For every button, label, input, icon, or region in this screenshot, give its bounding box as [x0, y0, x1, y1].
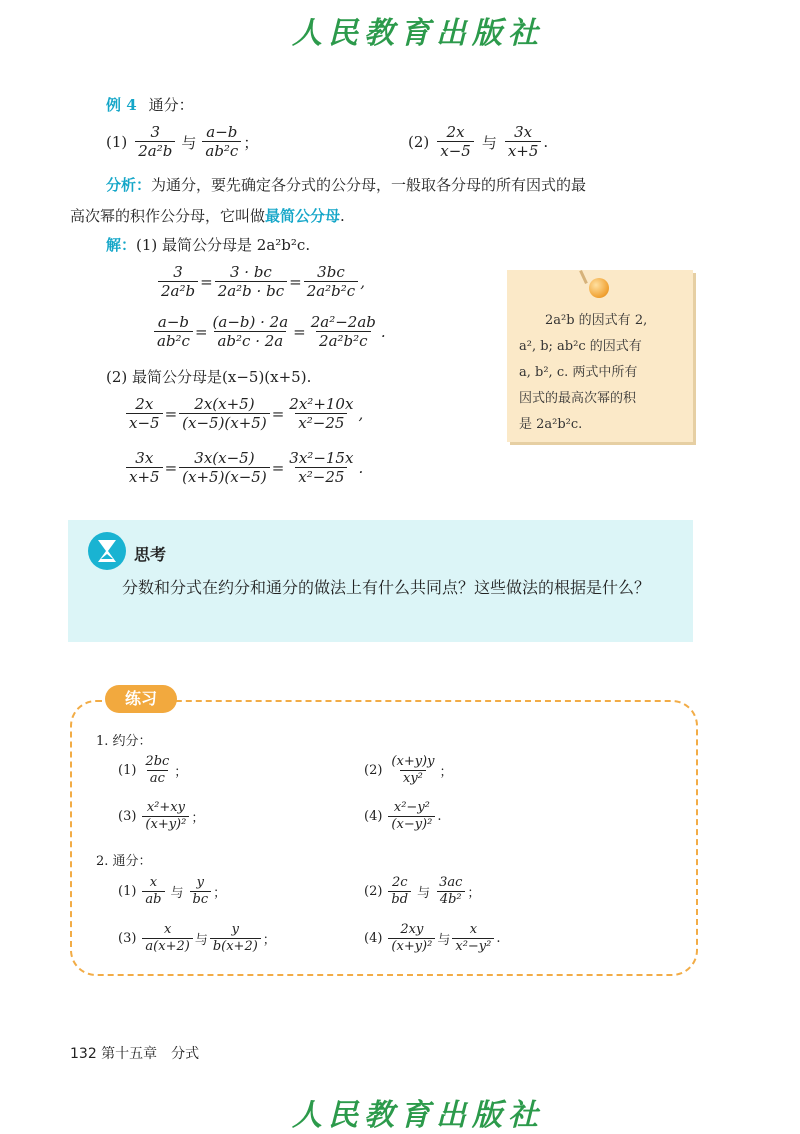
- punct: .: [496, 931, 501, 947]
- note-line: a², b; ab²c 的因式有: [519, 339, 642, 354]
- equation-3: [124, 396, 363, 432]
- punct: ,: [358, 405, 364, 424]
- fraction: $\frac{\text{x²+xy}}{\text{(x+y)²}}$: [142, 801, 189, 833]
- note-text: [519, 308, 683, 438]
- punct: .: [358, 459, 364, 478]
- analysis-text: 高次幂的积作公分母，它叫做: [70, 207, 266, 225]
- note-line: 因式的最高次幂的积: [519, 391, 637, 406]
- equation-1: [156, 264, 365, 300]
- analysis-line-2: [70, 205, 345, 226]
- exercise-q2: 2. 通分：: [96, 854, 152, 869]
- with-word: 与: [194, 933, 208, 949]
- equals: =: [271, 459, 285, 478]
- key-term: 最简公分母: [265, 207, 341, 225]
- fraction: $\frac{3x}{x+5}$: [505, 124, 542, 160]
- fraction: $\frac{\text{x²−y²}}{\text{(x−y)²}}$: [388, 801, 435, 833]
- fraction: $\frac{2bc}{ac}$: [145, 754, 170, 786]
- fraction: $\frac{3x}{x+5}$: [126, 450, 163, 486]
- note-line: 是 2a²b²c.: [519, 417, 583, 432]
- fraction: $\frac{2x(x+5)}{(x-5)(x+5)}$: [179, 396, 270, 432]
- exercise-item: [364, 876, 480, 908]
- fraction: $\frac{a-b}{\text{ab²c}}$: [202, 124, 241, 160]
- fraction: $\frac{(x+y)y}{\text{xy²}}$: [391, 754, 435, 786]
- solution-label: 解：: [106, 236, 137, 254]
- equals: =: [164, 405, 178, 424]
- fraction: $\frac{y}{b(x+2)}$: [210, 923, 261, 955]
- page-footer: 132 第十五章 分式: [70, 1046, 200, 1062]
- note-line: a, b², c. 两式中所有: [519, 365, 638, 380]
- with-word: 与: [170, 886, 184, 902]
- exercise-item: [118, 923, 276, 955]
- fraction: $\frac{\text{3x²−15x}}{\text{x²−25}}$: [289, 449, 354, 487]
- fraction: $\frac{2xy}{\text{(x+y)²}}$: [388, 923, 435, 955]
- pushpin-icon: [589, 278, 609, 298]
- equals: =: [164, 459, 178, 478]
- punct: ；: [262, 933, 276, 949]
- punct: ；: [439, 765, 453, 781]
- think-title: 思考: [134, 545, 167, 564]
- fraction: $\frac{y}{bc}$: [190, 876, 212, 908]
- equation-2: [152, 314, 386, 350]
- exercise-tag: 练习: [105, 685, 177, 713]
- analysis-label: 分析：: [106, 176, 152, 194]
- fraction: $\frac{3ac}{\text{4b²}}$: [436, 876, 465, 908]
- item-label: (1): [118, 884, 137, 900]
- problem-2-label: (2): [408, 133, 430, 152]
- example-label: 例 4: [106, 96, 137, 114]
- solution-step-1: [106, 234, 310, 255]
- equals: =: [293, 323, 306, 342]
- fraction: $\frac{(a-b) \cdot 2a}{\text{ab²c · 2a}}$: [212, 313, 289, 351]
- fraction: $\frac{3bc}{\text{2a²b²c}}$: [304, 264, 359, 300]
- item-label: (4): [364, 931, 383, 947]
- fraction: $\frac{3}{\text{2a²b}}$: [158, 264, 198, 300]
- publisher-watermark-bottom: 人民教育出版社: [292, 1098, 544, 1133]
- punct: ；: [191, 811, 205, 827]
- punct: ；: [213, 886, 227, 902]
- punct: ；: [243, 133, 259, 152]
- solution-text: (1) 最简公分母是 2a²b²c.: [136, 236, 311, 254]
- item-label: (2): [364, 763, 383, 779]
- with-word: 与: [481, 133, 497, 152]
- equals: =: [289, 273, 302, 292]
- punct: .: [543, 133, 549, 152]
- example-heading: [106, 94, 194, 115]
- punct: .: [437, 809, 442, 825]
- equals: =: [200, 273, 213, 292]
- equals: =: [271, 405, 285, 424]
- solution-step-2: (2) 最简公分母是(x−5)(x+5).: [106, 368, 312, 386]
- with-word: 与: [437, 933, 451, 949]
- exercise-item: [364, 755, 453, 787]
- analysis-line-1: [106, 174, 586, 195]
- fraction: $\frac{3x(x-5)}{(x+5)(x-5)}$: [179, 450, 270, 486]
- pin-icon: [579, 270, 588, 284]
- analysis-text: 为通分，要先确定各分式的公分母，一般取各分母的所有因式的最: [151, 176, 587, 194]
- exercise-item: [118, 876, 226, 908]
- think-body: 分数和分式在约分和通分的做法上有什么共同点？这些做法的根据是什么？: [122, 578, 651, 597]
- exercise-item: [118, 755, 187, 787]
- example-title: 通分：: [148, 96, 194, 114]
- fraction: $\frac{\text{2x²+10x}}{\text{x²−25}}$: [289, 395, 354, 433]
- punct: ；: [174, 765, 188, 781]
- fraction: $\frac{a-b}{\text{ab²c}}$: [154, 314, 193, 350]
- fraction: $\frac{2c}{bd}$: [388, 876, 411, 908]
- fraction: $\frac{2x}{x-5}$: [437, 124, 474, 160]
- exercise-item: [364, 801, 442, 833]
- equation-4: [124, 450, 363, 486]
- fraction: $\frac{x}{\text{x²−y²}}$: [452, 923, 494, 955]
- fraction: $\frac{x}{ab}$: [142, 876, 164, 908]
- problem-2: [408, 124, 548, 160]
- equals: =: [194, 323, 208, 342]
- fraction: $\frac{3 \cdot bc}{\text{2a²b · bc}}$: [215, 264, 287, 300]
- fraction: $\frac{2x}{x-5}$: [126, 396, 163, 432]
- problem-1: [106, 124, 258, 160]
- punct: ；: [467, 886, 481, 902]
- with-word: 与: [181, 133, 197, 152]
- publisher-watermark-top: 人民教育出版社: [292, 16, 544, 51]
- exercise-q1: 1. 约分：: [96, 734, 152, 749]
- punct: .: [340, 207, 345, 225]
- item-label: (3): [118, 931, 137, 947]
- note-line: 2a²b 的因式有 2,: [545, 313, 648, 328]
- punct: .: [380, 323, 386, 342]
- exercise-item: [364, 923, 501, 955]
- exercise-item: [118, 801, 204, 833]
- problem-1-label: (1): [106, 133, 128, 152]
- item-label: (1): [118, 763, 137, 779]
- item-label: (3): [118, 809, 137, 825]
- hourglass-icon: [88, 532, 126, 570]
- side-note: [507, 270, 693, 442]
- think-box: [68, 520, 693, 642]
- item-label: (2): [364, 884, 383, 900]
- punct: ,: [360, 273, 365, 292]
- item-label: (4): [364, 809, 383, 825]
- fraction: $\frac{\text{2a²−2ab}}{\text{2a²b²c}}$: [310, 313, 376, 351]
- with-word: 与: [417, 886, 431, 902]
- fraction: $\frac{x}{a(x+2)}$: [142, 923, 192, 955]
- fraction: $\frac{3}{\text{2a²b}}$: [135, 124, 175, 160]
